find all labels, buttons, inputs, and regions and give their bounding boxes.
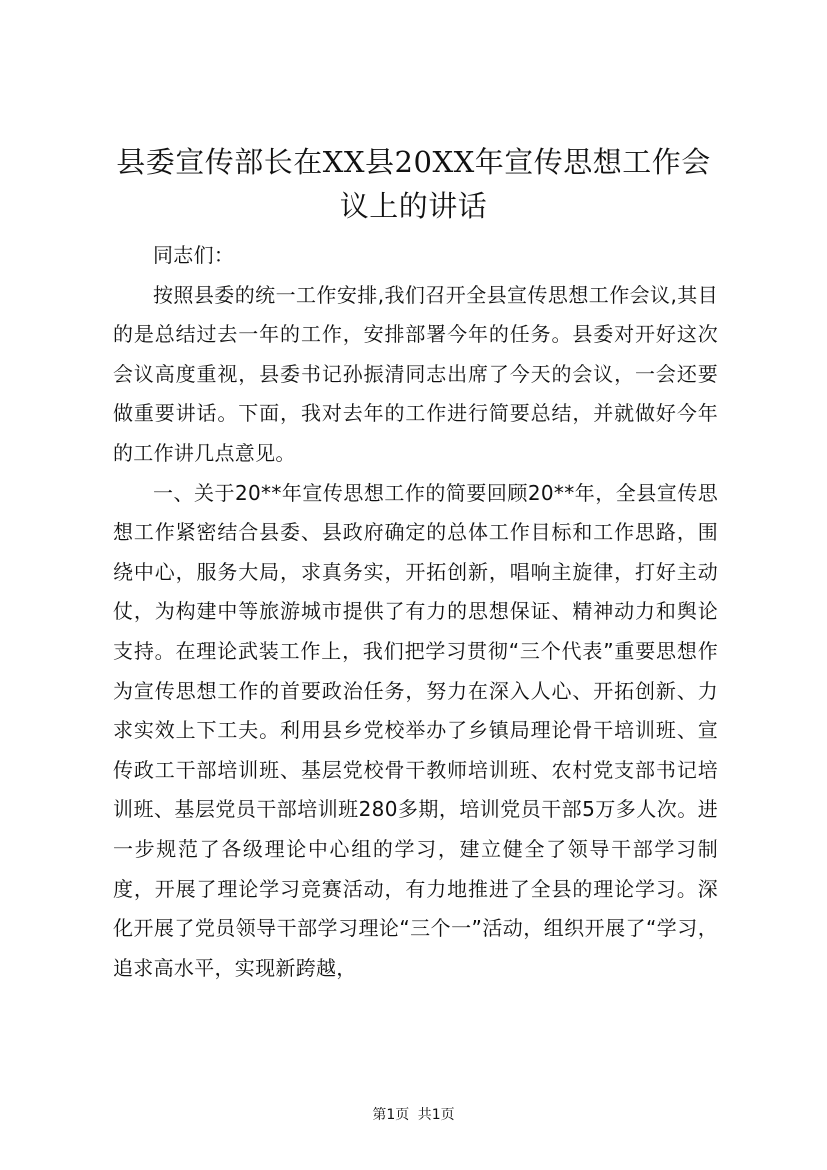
page-total: 共1页 xyxy=(417,1107,455,1123)
paragraph-review: 一、关于20**年宣传思想工作的简要回顾20**年，全县宣传思想工作紧密结合县委、县政府确定的总体工作目标和工作思路，围绕中心，服务大局，求真务实，开拓创新，唱响主旋律，打好主动仗，为构建中等旅游城市提供了有力的思想保证、精神动力和舆论支持。在理论武装工作上，我们把学习贯彻“三个代表”重要思想作为宣传思想工作的首要政治任务，努力在深入人心、开拓创新、力求实效上下工夫。利用县乡党校举办了乡镇局理论骨干培训班、宣传政工干部培训班、基层党校骨干教师培训班、农村党支部书记培训班、基层党员干部培训班280多期，培训党员干部5万多人次。进一步规范了各级理论中心组的学习，建立健全了领导干部学习制度，开展了理论学习竞赛活动，有力地推进了全县的理论学习。深化开展了党员领导干部学习理论“三个一”活动，组织开展了“学习，追求高水平，实现新跨越， xyxy=(113,480,718,980)
document-body xyxy=(113,236,718,988)
title-line-1: 县委宣传部长在XX县20XX年宣传思想工作会 xyxy=(116,145,711,179)
page-number: 第1页 xyxy=(372,1107,410,1123)
paragraph-intro: 按照县委的统一工作安排,我们召开全县宣传思想工作会议,其目的是总结过去一年的工作，安排部署今年的任务。县委对开好这次会议高度重视，县委书记孙振清同志出席了今天的会议，一会还要做重要讲话。下面，我对去年的工作进行简要总结，并就做好今年的工作讲几点意见。 xyxy=(113,282,718,465)
title-line-2: 议上的讲话 xyxy=(339,189,488,223)
page-footer xyxy=(0,1105,827,1125)
salutation: 同志们： xyxy=(153,243,235,267)
document-title xyxy=(100,140,727,228)
